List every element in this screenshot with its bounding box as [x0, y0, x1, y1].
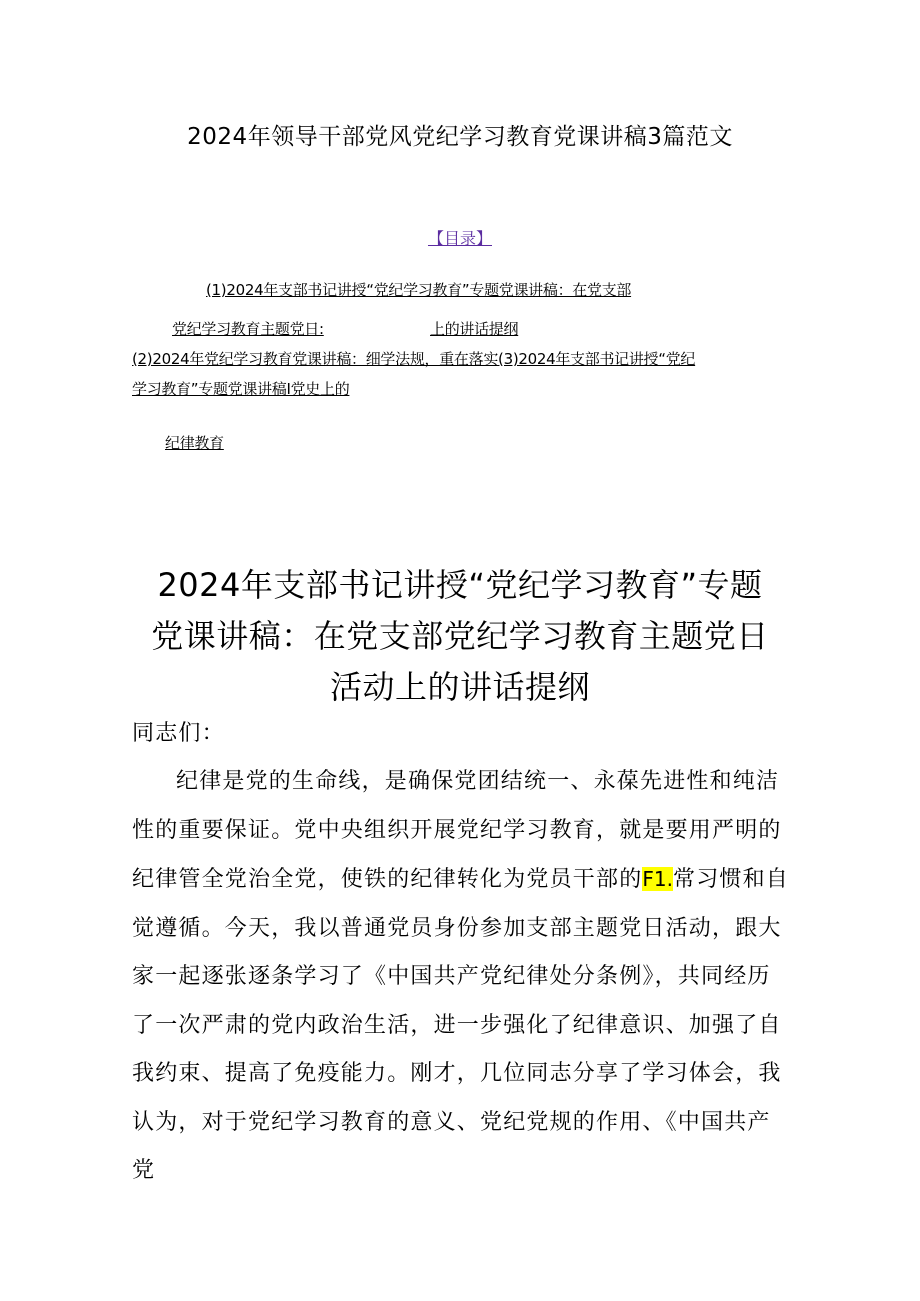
toc-label[interactable]: 【目录】 — [427, 229, 492, 248]
highlighted-text: F1. — [642, 867, 673, 891]
toc-entry-1-continued[interactable]: 党纪学习教育主题党日: — [172, 320, 324, 338]
heading-line-3: 活动上的讲话提纲 — [329, 668, 590, 706]
heading-line-2: 党课讲稿：在党支部党纪学习教育主题党日 — [151, 617, 769, 655]
body-text-part-2: 常习惯和自觉遵循。今天，我以普通党员身份参加支部主题党日活动，跟大家一起逐张逐条学习了《中国共产党纪律处分条例》，共同经历了一次严肃的党内政治生活，进一步强化了纪律意识、加强了自我约束、提高了免疫能力。刚才，几位同志分享了学习体会，我认为，对于党纪学习教育的意义、党纪党规的作用、《中国共产党 — [132, 867, 790, 1183]
toc-entry-1[interactable]: (1)2024年支部书记讲授“党纪学习教育”专题党课讲稿：在党支部 — [206, 281, 632, 299]
toc-entry-3-end[interactable]: 纪律教育 — [165, 434, 224, 452]
toc-entry-2-3[interactable]: (2)2024年党纪学习教育党课讲稿：细学法规，重在落实(3)2024年支部书记讲授“党纪 — [132, 350, 696, 368]
toc-entry-1-end[interactable]: 上的讲话提纲 — [430, 320, 519, 338]
document-title: 2024年领导干部党风党纪学习教育党课讲稿3篇范文 — [187, 124, 733, 150]
heading-line-1: 2024年支部书记讲授“党纪学习教育”专题 — [157, 566, 763, 604]
salutation: 同志们： — [132, 721, 225, 746]
body-paragraph — [132, 758, 792, 1196]
section-heading — [0, 560, 920, 713]
toc-entry-3-continued[interactable]: 学习教育”专题党课讲稿I党史上的 — [132, 380, 350, 398]
body-text-part-1: 纪律是党的生命线，是确保党团结统一、永葆先进性和纯洁性的重要保证。党中央组织开展党纪学习教育，就是要用严明的纪律管全党治全党，使铁的纪律转化为党员干部的 — [132, 769, 782, 892]
